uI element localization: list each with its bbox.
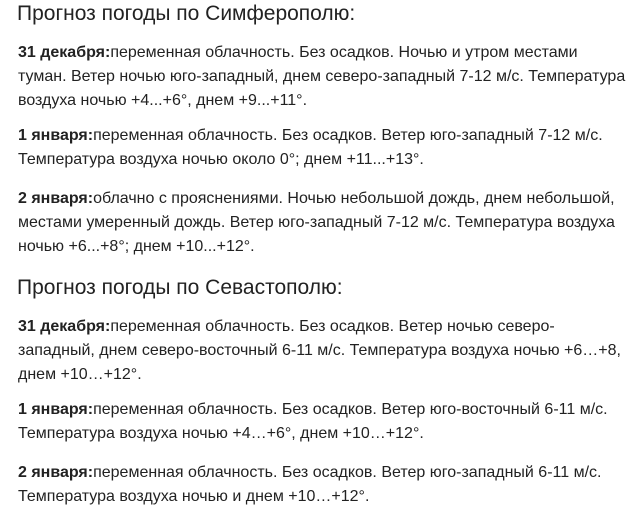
forecast-text: переменная облачность. Без осадков. Ветер юго-западный 7-12 м/с. Температура воздуха ночью около 0°; днем +11...+13°.: [18, 127, 603, 168]
forecast-text: переменная облачность. Без осадков. Ночью и утром местами туман. Ветер ночью юго-западный, днем северо-западный 7-12 м/с. Температура воздуха ночью +4...+6°, днем +9...+11°.: [18, 44, 626, 109]
forecast-text: переменная облачность. Без осадков. Ветер юго-западный 6-11 м/с. Температура воздуха ночью и днем +10…+12°.: [18, 464, 602, 505]
forecast-entry-sevastopol-jan2: [18, 461, 630, 509]
forecast-text: переменная облачность. Без осадков. Ветер ночью северо-западный, днем северо-восточный 6-11 м/с. Температура воздуха ночью +6…+8, днем +10…+12°.: [18, 318, 621, 383]
forecast-date: 2 января:: [18, 464, 94, 481]
simferopol-forecast-title: Прогноз погоды по Симферополю:: [17, 2, 356, 25]
forecast-date: 2 января:: [18, 190, 94, 207]
forecast-date: 1 января:: [18, 127, 94, 144]
forecast-text: переменная облачность. Без осадков. Ветер юго-восточный 6-11 м/с. Температура воздуха ночью +4…+6°, днем +10…+12°.: [18, 401, 608, 442]
sevastopol-forecast-title: Прогноз погоды по Севастополю:: [17, 276, 343, 299]
forecast-entry-simferopol-dec31: [18, 41, 630, 113]
forecast-date: 31 декабря:: [18, 318, 111, 335]
forecast-entry-sevastopol-jan1: [18, 398, 630, 446]
forecast-entry-simferopol-jan1: [18, 124, 630, 172]
forecast-entry-simferopol-jan2: [18, 187, 630, 259]
forecast-date: 31 декабря:: [18, 44, 111, 61]
forecast-date: 1 января:: [18, 401, 94, 418]
forecast-entry-sevastopol-dec31: [18, 315, 630, 387]
forecast-text: облачно с прояснениями. Ночью небольшой дождь, днем небольшой, местами умеренный дождь. Ветер юго-западный 7-12 м/с. Температура воздуха ночью +6...+8°; днем +10...+12°.: [18, 190, 615, 255]
